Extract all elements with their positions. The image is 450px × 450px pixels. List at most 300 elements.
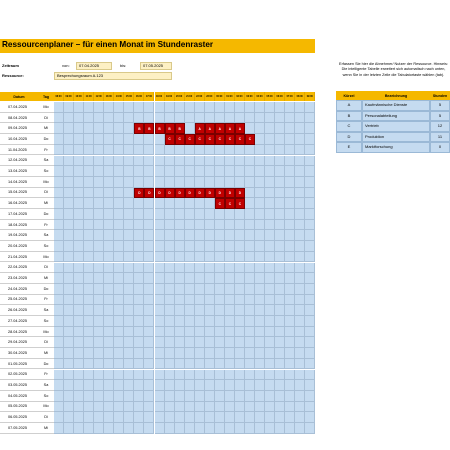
time-slot[interactable]	[305, 402, 315, 413]
time-slot[interactable]	[245, 380, 255, 391]
time-slot[interactable]	[84, 156, 94, 167]
time-slot[interactable]	[84, 177, 94, 188]
time-slot[interactable]	[275, 156, 285, 167]
time-slot[interactable]	[215, 402, 225, 413]
time-slot[interactable]	[144, 305, 154, 316]
time-slot[interactable]	[114, 198, 124, 209]
time-slot[interactable]	[185, 166, 195, 177]
time-slot[interactable]	[225, 305, 235, 316]
time-slot[interactable]	[114, 316, 124, 327]
time-slot[interactable]	[235, 252, 245, 263]
time-slot[interactable]	[185, 177, 195, 188]
time-slot[interactable]	[114, 273, 124, 284]
time-slot[interactable]	[175, 166, 185, 177]
time-slot[interactable]	[225, 156, 235, 167]
time-slot[interactable]	[295, 252, 305, 263]
time-slot[interactable]	[104, 423, 114, 434]
booked-slot[interactable]: C	[235, 198, 245, 209]
time-slot[interactable]	[74, 102, 84, 113]
time-slot[interactable]	[175, 391, 185, 402]
time-slot[interactable]	[84, 348, 94, 359]
time-slot[interactable]	[265, 423, 275, 434]
time-slot[interactable]	[215, 273, 225, 284]
time-slot[interactable]	[134, 156, 144, 167]
time-slot[interactable]	[205, 102, 215, 113]
time-slot[interactable]	[175, 209, 185, 220]
time-slot[interactable]	[54, 123, 64, 134]
time-slot[interactable]	[205, 305, 215, 316]
time-slot[interactable]	[215, 370, 225, 381]
time-slot[interactable]	[155, 380, 165, 391]
time-slot[interactable]	[104, 316, 114, 327]
time-slot[interactable]	[175, 284, 185, 295]
time-slot[interactable]	[134, 198, 144, 209]
time-slot[interactable]	[74, 327, 84, 338]
time-slot[interactable]	[225, 241, 235, 252]
time-slot[interactable]	[144, 252, 154, 263]
time-slot[interactable]	[235, 295, 245, 306]
time-slot[interactable]	[255, 337, 265, 348]
time-slot[interactable]	[165, 348, 175, 359]
time-slot[interactable]	[104, 391, 114, 402]
time-slot[interactable]	[165, 337, 175, 348]
time-slot[interactable]	[265, 198, 275, 209]
time-slot[interactable]	[215, 113, 225, 124]
booked-slot[interactable]: A	[215, 123, 225, 134]
time-slot[interactable]	[195, 209, 205, 220]
time-slot[interactable]	[124, 327, 134, 338]
time-slot[interactable]	[275, 273, 285, 284]
time-slot[interactable]	[84, 123, 94, 134]
time-slot[interactable]	[285, 113, 295, 124]
time-slot[interactable]	[245, 263, 255, 274]
time-slot[interactable]	[265, 220, 275, 231]
time-slot[interactable]	[285, 156, 295, 167]
time-slot[interactable]	[185, 252, 195, 263]
time-slot[interactable]	[144, 166, 154, 177]
time-slot[interactable]	[255, 198, 265, 209]
time-slot[interactable]	[104, 156, 114, 167]
time-slot[interactable]	[74, 273, 84, 284]
time-slot[interactable]	[165, 412, 175, 423]
time-slot[interactable]	[104, 220, 114, 231]
time-slot[interactable]	[185, 305, 195, 316]
time-slot[interactable]	[195, 305, 205, 316]
booked-slot[interactable]: C	[205, 134, 215, 145]
time-slot[interactable]	[185, 123, 195, 134]
time-slot[interactable]	[235, 412, 245, 423]
time-slot[interactable]	[265, 177, 275, 188]
time-slot[interactable]	[295, 402, 305, 413]
time-slot[interactable]	[144, 145, 154, 156]
time-slot[interactable]	[295, 316, 305, 327]
time-slot[interactable]	[265, 380, 275, 391]
time-slot[interactable]	[104, 402, 114, 413]
time-slot[interactable]	[54, 134, 64, 145]
time-slot[interactable]	[134, 273, 144, 284]
time-slot[interactable]	[185, 209, 195, 220]
time-slot[interactable]	[114, 423, 124, 434]
time-slot[interactable]	[195, 177, 205, 188]
time-slot[interactable]	[235, 273, 245, 284]
time-slot[interactable]	[275, 102, 285, 113]
time-slot[interactable]	[104, 305, 114, 316]
time-slot[interactable]	[84, 284, 94, 295]
time-slot[interactable]	[235, 156, 245, 167]
time-slot[interactable]	[74, 337, 84, 348]
time-slot[interactable]	[175, 177, 185, 188]
time-slot[interactable]	[295, 113, 305, 124]
time-slot[interactable]	[205, 166, 215, 177]
time-slot[interactable]	[94, 177, 104, 188]
time-slot[interactable]	[144, 230, 154, 241]
time-slot[interactable]	[265, 359, 275, 370]
time-slot[interactable]	[64, 316, 74, 327]
time-slot[interactable]	[165, 423, 175, 434]
time-slot[interactable]	[185, 412, 195, 423]
time-slot[interactable]	[265, 230, 275, 241]
booked-slot[interactable]: C	[175, 134, 185, 145]
time-slot[interactable]	[144, 220, 154, 231]
time-slot[interactable]	[235, 177, 245, 188]
time-slot[interactable]	[235, 370, 245, 381]
time-slot[interactable]	[155, 337, 165, 348]
time-slot[interactable]	[195, 273, 205, 284]
time-slot[interactable]	[275, 423, 285, 434]
time-slot[interactable]	[64, 359, 74, 370]
booked-slot[interactable]: C	[195, 134, 205, 145]
time-slot[interactable]	[84, 316, 94, 327]
time-slot[interactable]	[74, 348, 84, 359]
time-slot[interactable]	[265, 145, 275, 156]
time-slot[interactable]	[54, 230, 64, 241]
time-slot[interactable]	[114, 230, 124, 241]
time-slot[interactable]	[64, 198, 74, 209]
time-slot[interactable]	[175, 402, 185, 413]
time-slot[interactable]	[124, 123, 134, 134]
time-slot[interactable]	[134, 337, 144, 348]
time-slot[interactable]	[54, 423, 64, 434]
time-slot[interactable]	[255, 209, 265, 220]
time-slot[interactable]	[54, 412, 64, 423]
time-slot[interactable]	[74, 380, 84, 391]
time-slot[interactable]	[134, 370, 144, 381]
time-slot[interactable]	[205, 220, 215, 231]
legend-bezeichnung-cell[interactable]: Vertrieb	[362, 121, 430, 132]
time-slot[interactable]	[134, 412, 144, 423]
time-slot[interactable]	[205, 198, 215, 209]
time-slot[interactable]	[155, 209, 165, 220]
time-slot[interactable]	[175, 348, 185, 359]
time-slot[interactable]	[54, 284, 64, 295]
time-slot[interactable]	[144, 402, 154, 413]
time-slot[interactable]	[285, 284, 295, 295]
time-slot[interactable]	[265, 370, 275, 381]
time-slot[interactable]	[195, 263, 205, 274]
time-slot[interactable]	[295, 263, 305, 274]
time-slot[interactable]	[94, 316, 104, 327]
time-slot[interactable]	[104, 273, 114, 284]
time-slot[interactable]	[245, 337, 255, 348]
time-slot[interactable]	[305, 316, 315, 327]
time-slot[interactable]	[245, 209, 255, 220]
time-slot[interactable]	[94, 166, 104, 177]
time-slot[interactable]	[285, 123, 295, 134]
booked-slot[interactable]: C	[165, 134, 175, 145]
time-slot[interactable]	[104, 359, 114, 370]
time-slot[interactable]	[134, 295, 144, 306]
time-slot[interactable]	[144, 337, 154, 348]
time-slot[interactable]	[225, 391, 235, 402]
time-slot[interactable]	[155, 327, 165, 338]
time-slot[interactable]	[305, 134, 315, 145]
time-slot[interactable]	[245, 305, 255, 316]
time-slot[interactable]	[104, 177, 114, 188]
time-slot[interactable]	[235, 166, 245, 177]
time-slot[interactable]	[215, 209, 225, 220]
time-slot[interactable]	[275, 380, 285, 391]
time-slot[interactable]	[185, 273, 195, 284]
time-slot[interactable]	[265, 337, 275, 348]
time-slot[interactable]	[275, 327, 285, 338]
time-slot[interactable]	[275, 316, 285, 327]
legend-kuerzel-cell[interactable]: E	[336, 142, 362, 153]
time-slot[interactable]	[285, 198, 295, 209]
time-slot[interactable]	[84, 241, 94, 252]
time-slot[interactable]	[195, 316, 205, 327]
time-slot[interactable]	[295, 273, 305, 284]
time-slot[interactable]	[195, 348, 205, 359]
time-slot[interactable]	[175, 220, 185, 231]
time-slot[interactable]	[54, 337, 64, 348]
time-slot[interactable]	[225, 337, 235, 348]
time-slot[interactable]	[94, 337, 104, 348]
time-slot[interactable]	[74, 156, 84, 167]
time-slot[interactable]	[64, 305, 74, 316]
time-slot[interactable]	[155, 391, 165, 402]
time-slot[interactable]	[205, 241, 215, 252]
time-slot[interactable]	[74, 284, 84, 295]
time-slot[interactable]	[134, 423, 144, 434]
time-slot[interactable]	[295, 156, 305, 167]
time-slot[interactable]	[114, 156, 124, 167]
time-slot[interactable]	[225, 209, 235, 220]
time-slot[interactable]	[124, 348, 134, 359]
time-slot[interactable]	[305, 295, 315, 306]
time-slot[interactable]	[275, 113, 285, 124]
time-slot[interactable]	[74, 263, 84, 274]
time-slot[interactable]	[94, 402, 104, 413]
time-slot[interactable]	[155, 198, 165, 209]
time-slot[interactable]	[74, 295, 84, 306]
time-slot[interactable]	[185, 145, 195, 156]
time-slot[interactable]	[144, 273, 154, 284]
legend-bezeichnung-cell[interactable]: Produktion	[362, 132, 430, 143]
time-slot[interactable]	[54, 380, 64, 391]
time-slot[interactable]	[155, 241, 165, 252]
time-slot[interactable]	[114, 177, 124, 188]
time-slot[interactable]	[235, 230, 245, 241]
booked-slot[interactable]: B	[155, 123, 165, 134]
time-slot[interactable]	[94, 305, 104, 316]
time-slot[interactable]	[84, 273, 94, 284]
time-slot[interactable]	[134, 177, 144, 188]
time-slot[interactable]	[64, 177, 74, 188]
time-slot[interactable]	[255, 102, 265, 113]
time-slot[interactable]	[205, 359, 215, 370]
time-slot[interactable]	[225, 316, 235, 327]
time-slot[interactable]	[134, 166, 144, 177]
time-slot[interactable]	[225, 359, 235, 370]
time-slot[interactable]	[305, 198, 315, 209]
time-slot[interactable]	[124, 295, 134, 306]
time-slot[interactable]	[285, 295, 295, 306]
time-slot[interactable]	[104, 337, 114, 348]
time-slot[interactable]	[205, 337, 215, 348]
time-slot[interactable]	[144, 423, 154, 434]
time-slot[interactable]	[195, 241, 205, 252]
time-slot[interactable]	[175, 380, 185, 391]
time-slot[interactable]	[134, 305, 144, 316]
time-slot[interactable]	[124, 370, 134, 381]
time-slot[interactable]	[84, 252, 94, 263]
time-slot[interactable]	[134, 391, 144, 402]
time-slot[interactable]	[64, 156, 74, 167]
time-slot[interactable]	[225, 113, 235, 124]
time-slot[interactable]	[195, 380, 205, 391]
time-slot[interactable]	[275, 145, 285, 156]
time-slot[interactable]	[155, 402, 165, 413]
time-slot[interactable]	[185, 113, 195, 124]
time-slot[interactable]	[175, 156, 185, 167]
time-slot[interactable]	[205, 412, 215, 423]
time-slot[interactable]	[114, 370, 124, 381]
time-slot[interactable]	[275, 402, 285, 413]
time-slot[interactable]	[275, 295, 285, 306]
time-slot[interactable]	[165, 102, 175, 113]
time-slot[interactable]	[114, 241, 124, 252]
booked-slot[interactable]: D	[165, 188, 175, 199]
time-slot[interactable]	[155, 348, 165, 359]
time-slot[interactable]	[235, 423, 245, 434]
time-slot[interactable]	[245, 327, 255, 338]
time-slot[interactable]	[305, 412, 315, 423]
legend-kuerzel-cell[interactable]: D	[336, 132, 362, 143]
time-slot[interactable]	[84, 402, 94, 413]
time-slot[interactable]	[245, 391, 255, 402]
time-slot[interactable]	[215, 391, 225, 402]
time-slot[interactable]	[185, 327, 195, 338]
time-slot[interactable]	[54, 273, 64, 284]
time-slot[interactable]	[185, 198, 195, 209]
time-slot[interactable]	[54, 241, 64, 252]
time-slot[interactable]	[94, 209, 104, 220]
booked-slot[interactable]: D	[195, 188, 205, 199]
time-slot[interactable]	[205, 177, 215, 188]
time-slot[interactable]	[134, 145, 144, 156]
time-slot[interactable]	[175, 145, 185, 156]
time-slot[interactable]	[235, 102, 245, 113]
time-slot[interactable]	[235, 145, 245, 156]
time-slot[interactable]	[134, 380, 144, 391]
booked-slot[interactable]: C	[225, 134, 235, 145]
time-slot[interactable]	[94, 252, 104, 263]
time-slot[interactable]	[54, 348, 64, 359]
time-slot[interactable]	[54, 305, 64, 316]
time-slot[interactable]	[205, 391, 215, 402]
time-slot[interactable]	[275, 305, 285, 316]
time-slot[interactable]	[134, 327, 144, 338]
booked-slot[interactable]: A	[205, 123, 215, 134]
time-slot[interactable]	[165, 252, 175, 263]
time-slot[interactable]	[134, 241, 144, 252]
time-slot[interactable]	[94, 348, 104, 359]
time-slot[interactable]	[285, 380, 295, 391]
time-slot[interactable]	[144, 327, 154, 338]
time-slot[interactable]	[195, 145, 205, 156]
time-slot[interactable]	[104, 370, 114, 381]
time-slot[interactable]	[104, 166, 114, 177]
time-slot[interactable]	[64, 241, 74, 252]
time-slot[interactable]	[165, 391, 175, 402]
time-slot[interactable]	[285, 359, 295, 370]
time-slot[interactable]	[165, 209, 175, 220]
time-slot[interactable]	[114, 252, 124, 263]
time-slot[interactable]	[285, 102, 295, 113]
time-slot[interactable]	[235, 113, 245, 124]
time-slot[interactable]	[245, 177, 255, 188]
time-slot[interactable]	[94, 370, 104, 381]
time-slot[interactable]	[94, 412, 104, 423]
time-slot[interactable]	[285, 348, 295, 359]
time-slot[interactable]	[255, 316, 265, 327]
time-slot[interactable]	[74, 123, 84, 134]
time-slot[interactable]	[265, 348, 275, 359]
booked-slot[interactable]: C	[245, 134, 255, 145]
booked-slot[interactable]: D	[175, 188, 185, 199]
time-slot[interactable]	[114, 380, 124, 391]
time-slot[interactable]	[114, 113, 124, 124]
time-slot[interactable]	[84, 370, 94, 381]
time-slot[interactable]	[124, 113, 134, 124]
time-slot[interactable]	[54, 402, 64, 413]
time-slot[interactable]	[255, 230, 265, 241]
time-slot[interactable]	[215, 241, 225, 252]
time-slot[interactable]	[155, 263, 165, 274]
time-slot[interactable]	[94, 230, 104, 241]
time-slot[interactable]	[94, 263, 104, 274]
time-slot[interactable]	[94, 295, 104, 306]
time-slot[interactable]	[124, 359, 134, 370]
time-slot[interactable]	[245, 188, 255, 199]
time-slot[interactable]	[205, 327, 215, 338]
time-slot[interactable]	[265, 284, 275, 295]
time-slot[interactable]	[54, 188, 64, 199]
time-slot[interactable]	[295, 220, 305, 231]
time-slot[interactable]	[195, 412, 205, 423]
legend-stunden-cell[interactable]: 11	[430, 132, 450, 143]
time-slot[interactable]	[225, 177, 235, 188]
time-slot[interactable]	[114, 284, 124, 295]
time-slot[interactable]	[155, 177, 165, 188]
time-slot[interactable]	[94, 327, 104, 338]
legend-bezeichnung-cell[interactable]: Personalabteilung	[362, 111, 430, 122]
time-slot[interactable]	[94, 359, 104, 370]
time-slot[interactable]	[225, 263, 235, 274]
time-slot[interactable]	[195, 252, 205, 263]
time-slot[interactable]	[215, 166, 225, 177]
time-slot[interactable]	[64, 145, 74, 156]
